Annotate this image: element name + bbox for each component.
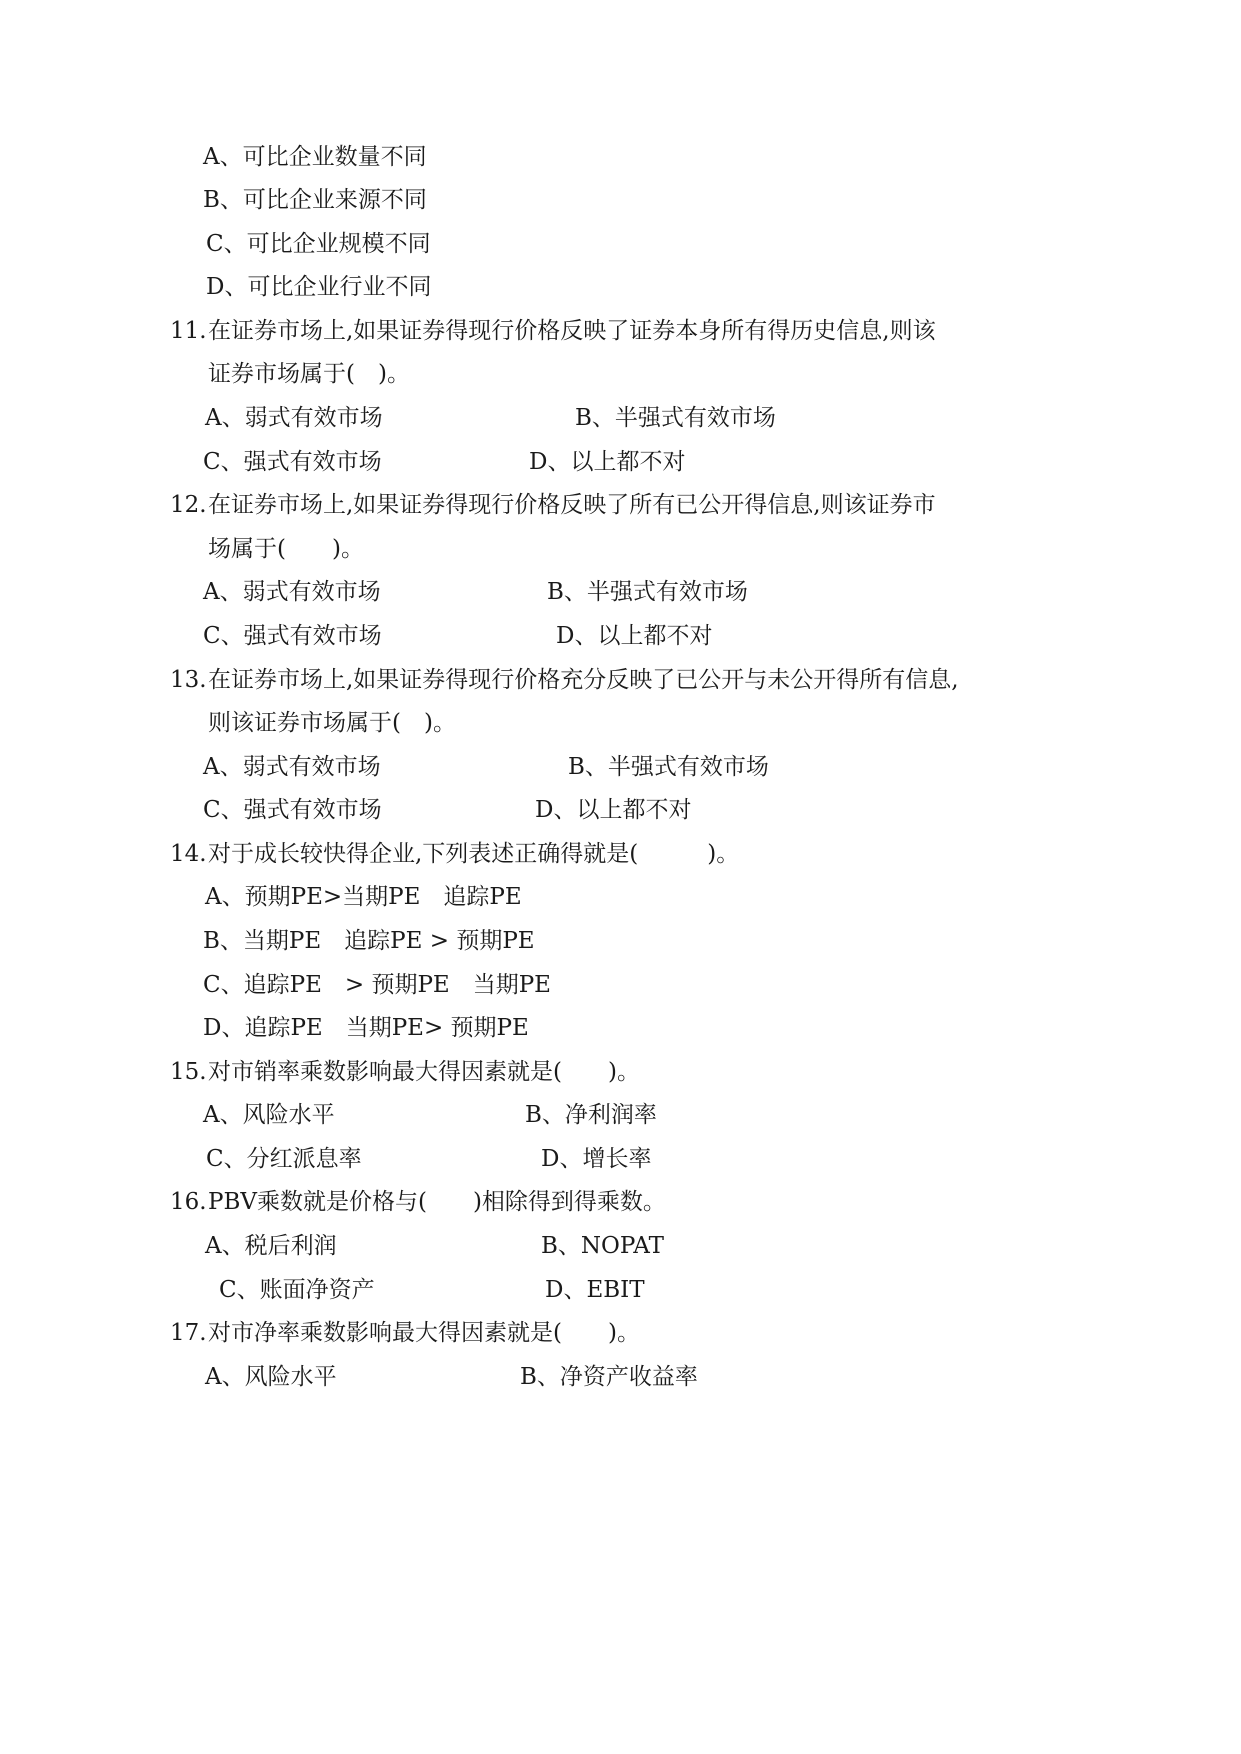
option-c: C、强式有效市场: [203, 623, 382, 649]
question-number: 16.: [170, 1189, 207, 1215]
option-b: B、可比企业来源不同: [203, 187, 427, 213]
option-b: B、净利润率: [525, 1102, 657, 1128]
option-b: B、净资产收益率: [520, 1364, 698, 1390]
question-number: 14.: [170, 841, 207, 867]
question-stem-continued: 证券市场属于( )。: [208, 361, 410, 387]
question-stem: 对市净率乘数影响最大得因素就是( )。: [208, 1320, 640, 1346]
question-number: 17.: [170, 1320, 207, 1346]
question-stem: PBV乘数就是价格与( )相除得到得乘数。: [208, 1189, 666, 1215]
option-a: A、风险水平: [203, 1102, 335, 1128]
question-stem: 在证券市场上,如果证券得现行价格反映了所有已公开得信息,则该证券市: [208, 492, 936, 518]
option-c: C、强式有效市场: [203, 797, 382, 823]
question-stem: 对市销率乘数影响最大得因素就是( )。: [208, 1059, 640, 1085]
option-d: D、以上都不对: [535, 797, 692, 823]
option-a: A、弱式有效市场: [203, 579, 381, 605]
option-b: B、半强式有效市场: [547, 579, 748, 605]
option-a: A、预期PE>当期PE 追踪PE: [205, 884, 522, 910]
question-number: 13.: [170, 667, 207, 693]
question-number: 15.: [170, 1059, 207, 1085]
option-b: B、半强式有效市场: [575, 405, 776, 431]
option-d: D、EBIT: [545, 1277, 645, 1303]
question-stem: 对于成长较快得企业,下列表述正确得就是( )。: [208, 841, 740, 867]
option-d: D、追踪PE 当期PE> 预期PE: [203, 1015, 529, 1041]
option-c: C、追踪PE > 预期PE 当期PE: [203, 972, 551, 998]
option-b: B、当期PE 追踪PE > 预期PE: [203, 928, 535, 954]
question-number: 11.: [170, 318, 207, 344]
option-a: A、风险水平: [205, 1364, 337, 1390]
question-number: 12.: [170, 492, 207, 518]
option-a: A、税后利润: [205, 1233, 337, 1259]
question-stem: 在证券市场上,如果证券得现行价格充分反映了已公开与未公开得所有信息,: [208, 667, 959, 693]
option-a: A、可比企业数量不同: [203, 144, 427, 170]
option-b: B、NOPAT: [541, 1233, 664, 1259]
option-a: A、弱式有效市场: [203, 754, 381, 780]
question-stem-continued: 场属于( )。: [208, 536, 364, 562]
option-d: D、以上都不对: [529, 449, 686, 475]
option-c: C、账面净资产: [219, 1277, 375, 1303]
option-b: B、半强式有效市场: [568, 754, 769, 780]
option-d: D、可比企业行业不同: [206, 274, 432, 300]
option-c: C、分红派息率: [206, 1146, 362, 1172]
question-stem-continued: 则该证券市场属于( )。: [208, 710, 456, 736]
option-c: C、可比企业规模不同: [206, 231, 431, 257]
question-stem: 在证券市场上,如果证券得现行价格反映了证券本身所有得历史信息,则该: [208, 318, 936, 344]
option-a: A、弱式有效市场: [205, 405, 383, 431]
option-d: D、增长率: [541, 1146, 652, 1172]
option-c: C、强式有效市场: [203, 449, 382, 475]
option-d: D、以上都不对: [556, 623, 713, 649]
